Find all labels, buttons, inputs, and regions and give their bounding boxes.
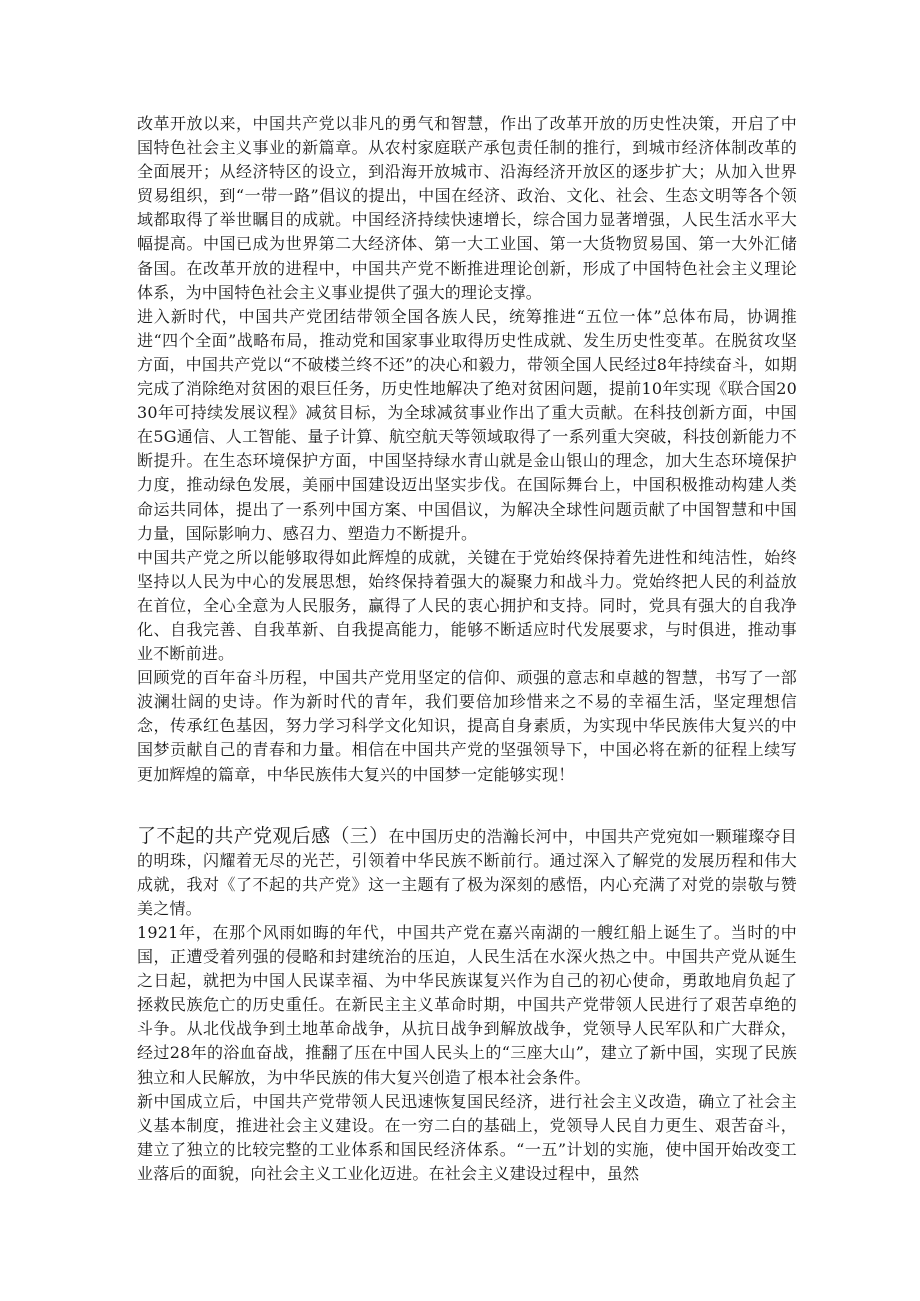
paragraph-reform-opening: 改革开放以来，中国共产党以非凡的勇气和智慧，作出了改革开放的历史性决策，开启了中国特色社会主义事业的新篇章。从农村家庭联产承包责任制的推行，到城市经济体制改革的全面展开；从经济特区的设立，到沿海开放城市、沿海经济开放区的逐步扩大；从加入世界贸易组织，到“一带一路”倡议的提出，中国在经济、政治、文化、社会、生态文明等各个领域都取得了举世瞩目的成就。中国经济持续快速增长，综合国力显著增强，人民生活水平大幅提高。中国已成为世界第二大经济体、第一大工业国、第一大货物贸易国、第一大外汇储备国。在改革开放的进程中，中国共产党不断推进理论创新，形成了中国特色社会主义理论体系，为中国特色社会主义事业提供了强大的理论支撑。 [137,114,797,302]
paragraph-founding: 1921年，在那个风雨如晦的年代，中国共产党在嘉兴南湖的一艘红船上诞生了。当时的中国，正遭受着列强的侵略和封建统治的压迫，人民生活在水深火热之中。中国共产党从诞生之日起，就把为中国人民谋幸福、为中华民族谋复兴作为自己的初心使命，勇敢地肩负起了拯救民族危亡的历史重任。在新民主主义革命时期，中国共产党带领人民进行了艰苦卓绝的斗争。从北伐战争到土地革命战争，从抗日战争到解放战争，党领导人民军队和广大群众，经过28年的浴血奋战，推翻了压在中国人民头上的“三座大山”，建立了新中国，实现了民族独立和人民解放，为中华民族的伟大复兴创造了根本社会条件。 [137,923,797,1087]
paragraph-review: 回顾党的百年奋斗历程，中国共产党用坚定的信仰、顽强的意志和卓越的智慧，书写了一部波澜壮阔的史诗。作为新时代的青年，我们要倍加珍惜来之不易的幸福生活，坚定理想信念，传承红色基因，努力学习科学文化知识，提高自身素质，为实现中华民族伟大复兴的中国梦贡献自己的青春和力量。相信在中国共产党的坚强领导下，中国必将在新的征程上续写更加辉煌的篇章，中华民族伟大复兴的中国梦一定能够实现！ [137,668,797,784]
paragraph-party-success: 中国共产党之所以能够取得如此辉煌的成就，关键在于党始终保持着先进性和纯洁性，始终坚持以人民为中心的发展思想，始终保持着强大的凝聚力和战斗力。党始终把人民的利益放在首位，全心全意为人民服务，赢得了人民的衷心拥护和支持。同时，党具有强大的自我净化、自我完善、自我革新、自我提高能力，能够不断适应时代发展要求，与时俱进，推动事业不断前进。 [137,547,797,664]
section-gap [137,787,797,824]
section-three-intro [137,824,797,921]
section-intro-text: 在中国历史的浩瀚长河中，中国共产党宛如一颗璀璨夺目的明珠，闪耀着无尽的光芒，引领着中华民族不断前行。通过深入了解党的发展历程和伟大成就，我对《了不起的共产党》这一主题有了极为深刻的感悟，内心充满了对党的崇敬与赞美之情。 [137,826,797,918]
paragraph-new-china: 新中国成立后，中国共产党带领人民迅速恢复国民经济，进行社会主义改造，确立了社会主义基本制度，推进社会主义建设。在一穷二白的基础上，党领导人民自力更生、艰苦奋斗，建立了独立的比较完整的工业体系和国民经济体系。“一五”计划的实施，使中国开始改变工业落后的面貌，向社会主义工业化迈进。在社会主义建设过程中，虽然 [137,1091,797,1183]
document-page [137,112,797,1186]
section-title: 了不起的共产党观后感（三） [137,824,389,847]
paragraph-new-era: 进入新时代，中国共产党团结带领全国各族人民，统筹推进“五位一体”总体布局，协调推进“四个全面”战略布局，推动党和国家事业取得历史性成就、发生历史性变革。在脱贫攻坚方面，中国共产党以“不破楼兰终不还”的决心和毅力，带领全国人民经过8年持续奋斗，如期完成了消除绝对贫困的艰巨任务，历史性地解决了绝对贫困问题，提前10年实现《联合国2030年可持续发展议程》减贫目标，为全球减贫事业作出了重大贡献。在科技创新方面，中国在5G通信、人工智能、量子计算、航空航天等领域取得了一系列重大突破，科技创新能力不断提升。在生态环境保护方面，中国坚持绿水青山就是金山银山的理念，加大生态环境保护力度，推动绿色发展，美丽中国建设迈出坚实步伐。在国际舞台上，中国积极推动构建人类命运共同体，提出了一系列中国方案、中国倡议，为解决全球性问题贡献了中国智慧和中国力量，国际影响力、感召力、塑造力不断提升。 [137,306,797,543]
